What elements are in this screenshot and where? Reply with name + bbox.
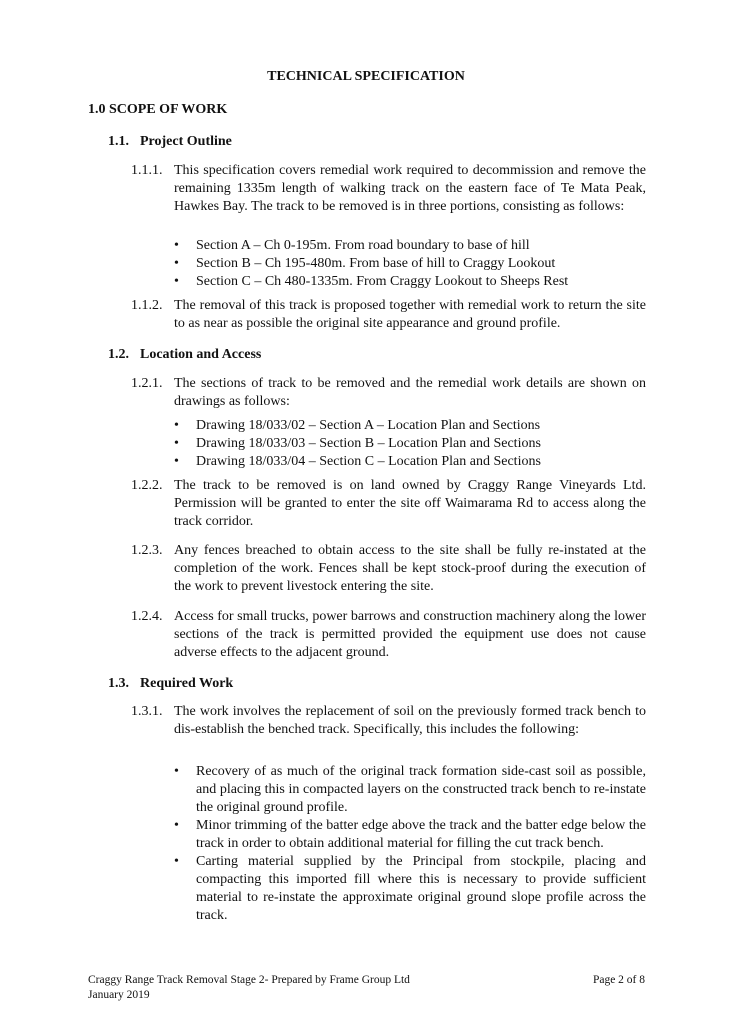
bullet-icon: • [174, 274, 179, 289]
bullet-list-sections [174, 237, 646, 291]
list-item [174, 273, 646, 291]
paragraph-number: 1.3.1. [131, 704, 163, 719]
list-item-text: Drawing 18/033/02 – Section A – Location Plan and Sections [196, 418, 541, 433]
paragraph-text: The track to be removed is on land owned by Craggy Range Vineyards Ltd. Permission will be granted to enter the site off Waimarama Rd to access along the track corridor. [174, 478, 646, 529]
page-number: Page 2 of 8 [592, 974, 645, 986]
list-item-text: Section C – Ch 480-1335m. From Craggy Lookout to Sheeps Rest [196, 274, 569, 289]
bullet-list-drawings [174, 417, 646, 471]
list-item-text: Section B – Ch 195-480m. From base of hill to Craggy Lookout [196, 256, 556, 271]
list-item [174, 435, 646, 453]
paragraph-1-2-4 [131, 608, 646, 662]
list-item [174, 417, 646, 435]
paragraph-number: 1.1.1. [131, 163, 163, 178]
footer-line-2: January 2019 [88, 989, 150, 1001]
list-item [174, 763, 646, 817]
list-item-text: Minor trimming of the batter edge above the track and the batter edge below the track in order to obtain additional material for filling the cut track bench. [196, 818, 646, 851]
paragraph-1-2-1 [131, 375, 646, 411]
document-title: TECHNICAL SPECIFICATION [267, 69, 465, 84]
subsection-title: Required Work [140, 676, 234, 691]
paragraph-text: Access for small trucks, power barrows and construction machinery along the lower sections of the track is permitted provided the equipment use does not cause adverse effects to the adjacent ground. [174, 609, 646, 660]
subsection-title: Location and Access [140, 347, 262, 362]
subsection-heading-location-and-access [108, 347, 261, 363]
paragraph-1-1-2 [131, 297, 646, 333]
list-item [174, 237, 646, 255]
subsection-number: 1.2. [108, 347, 129, 362]
list-item-text: Carting material supplied by the Principal from stockpile, placing and compacting this imported fill where this is necessary to provide sufficient material to re-instate the approximate original ground slope profile across the track. [196, 854, 646, 923]
paragraph-number: 1.1.2. [131, 298, 163, 313]
list-item-text: Recovery of as much of the original track formation side-cast soil as possible, and placing this in compacted layers on the constructed track bench to re-instate the original ground profile. [196, 764, 646, 815]
bullet-icon: • [174, 854, 179, 869]
paragraph-1-2-3 [131, 542, 646, 596]
list-item-text: Drawing 18/033/04 – Section C – Location Plan and Sections [196, 454, 541, 469]
paragraph-text: The removal of this track is proposed together with remedial work to return the site to as near as possible the original site appearance and ground profile. [174, 298, 646, 331]
list-item-text: Drawing 18/033/03 – Section B – Location Plan and Sections [196, 436, 541, 451]
bullet-icon: • [174, 238, 179, 253]
footer-text [88, 973, 410, 1003]
footer-line-1: Craggy Range Track Removal Stage 2- Prepared by Frame Group Ltd [88, 974, 410, 986]
list-item [174, 817, 646, 853]
subsection-title: Project Outline [140, 134, 232, 149]
section-heading-scope-of-work: 1.0 SCOPE OF WORK [88, 102, 228, 117]
bullet-icon: • [174, 454, 179, 469]
subsection-number: 1.1. [108, 134, 129, 149]
bullet-icon: • [174, 418, 179, 433]
list-item [174, 453, 646, 471]
paragraph-text: This specification covers remedial work required to decommission and remove the remaining 1335m length of walking track on the eastern face of Te Mata Peak, Hawkes Bay. The track to be removed is in three portions, consisting as follows: [174, 163, 646, 214]
bullet-icon: • [174, 256, 179, 271]
paragraph-number: 1.2.3. [131, 543, 163, 558]
paragraph-1-3-1 [131, 703, 646, 739]
subsection-heading-project-outline [108, 134, 232, 150]
paragraph-text: The sections of track to be removed and the remedial work details are shown on drawings as follows: [174, 376, 646, 409]
bullet-icon: • [174, 764, 179, 779]
bullet-icon: • [174, 436, 179, 451]
list-item-text: Section A – Ch 0-195m. From road boundary to base of hill [196, 238, 530, 253]
paragraph-number: 1.2.1. [131, 376, 163, 391]
paragraph-1-1-1 [131, 162, 646, 216]
paragraph-text: Any fences breached to obtain access to the site shall be fully re-instated at the completion of the work. Fences shall be kept stock-proof during the execution of the work to prevent livestock entering the site. [174, 543, 646, 594]
paragraph-number: 1.2.2. [131, 478, 163, 493]
list-item [174, 853, 646, 925]
list-item [174, 255, 646, 273]
paragraph-text: The work involves the replacement of soil on the previously formed track bench to dis-establish the benched track. Specifically, this includes the following: [174, 704, 646, 737]
bullet-icon: • [174, 818, 179, 833]
subsection-number: 1.3. [108, 676, 129, 691]
paragraph-1-2-2 [131, 477, 646, 531]
paragraph-number: 1.2.4. [131, 609, 163, 624]
subsection-heading-required-work [108, 676, 233, 692]
bullet-list-required-work [174, 763, 646, 925]
